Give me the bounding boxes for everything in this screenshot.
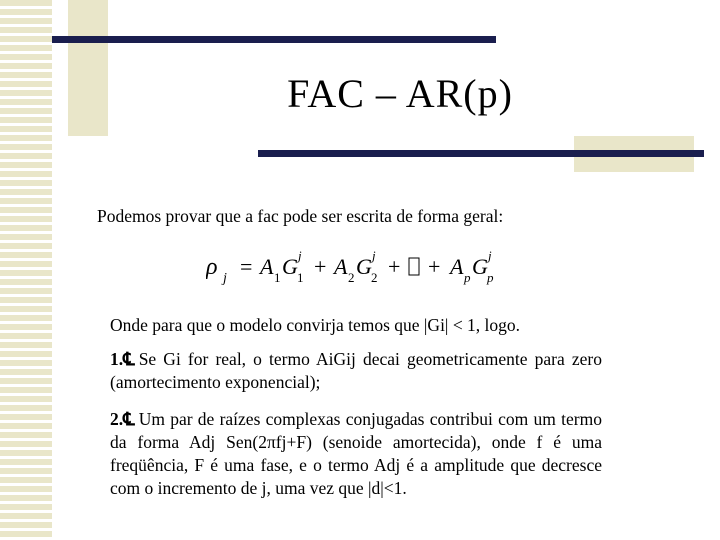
plus-sign-2: + [388, 254, 401, 279]
term2-g-sub: 2 [371, 270, 378, 285]
bullet-icon: ℄ [123, 349, 135, 369]
item-number-2: 2. [110, 409, 124, 429]
ellipsis-placeholder-box [409, 258, 419, 275]
term1-a-sub: 1 [274, 270, 281, 285]
rho-symbol: ρ [206, 254, 218, 280]
slide-title: FAC – AR(p) [287, 71, 513, 116]
termp-g-sub: p [487, 270, 494, 285]
term1-g-sub: 1 [297, 270, 304, 285]
termp-sup: j [488, 248, 492, 263]
termp-a: A [450, 254, 464, 279]
term2-sup: j [372, 248, 376, 263]
case-complex-roots [110, 408, 602, 500]
convergence-condition: Onde para que o modelo convirja temos que |Gi| < 1, logo. [110, 315, 521, 335]
equals-sign: = [240, 254, 253, 279]
term1-a: A [260, 254, 274, 279]
bottom-rule [258, 150, 704, 157]
term2-a-sub: 2 [348, 270, 355, 285]
termp-a-sub: p [464, 270, 471, 285]
termp-g: G [472, 254, 488, 279]
term1-g: G [282, 254, 298, 279]
plus-sign-3: + [428, 254, 441, 279]
top-rule [52, 36, 496, 43]
item-number-1: 1. [110, 349, 124, 369]
case-real-root [110, 348, 602, 394]
term2-a: A [334, 254, 348, 279]
rho-subscript: j [223, 271, 227, 286]
case-complex-roots-text: Um par de raízes complexas conjugadas contribui com um termo da forma Adj Sen(2πfj+F) (senoide amortecida), onde f é uma freqüência, F é uma fase, e o termo Adj é a amplitude que decresce com o incremento de j, uma vez que |d|<1. [110, 409, 602, 498]
term2-g: G [356, 254, 372, 279]
acf-formula [206, 246, 526, 290]
decorative-block-top [68, 0, 108, 136]
case-real-root-text: Se Gi for real, o termo AiGij decai geometricamente para zero (amortecimento exponencial); [110, 349, 602, 392]
decorative-stripe-left [0, 0, 52, 540]
term1-sup: j [298, 248, 302, 263]
plus-sign-1: + [314, 254, 327, 279]
bullet-icon: ℄ [123, 409, 135, 429]
intro-text: Podemos provar que a fac pode ser escrita de forma geral: [97, 206, 504, 226]
